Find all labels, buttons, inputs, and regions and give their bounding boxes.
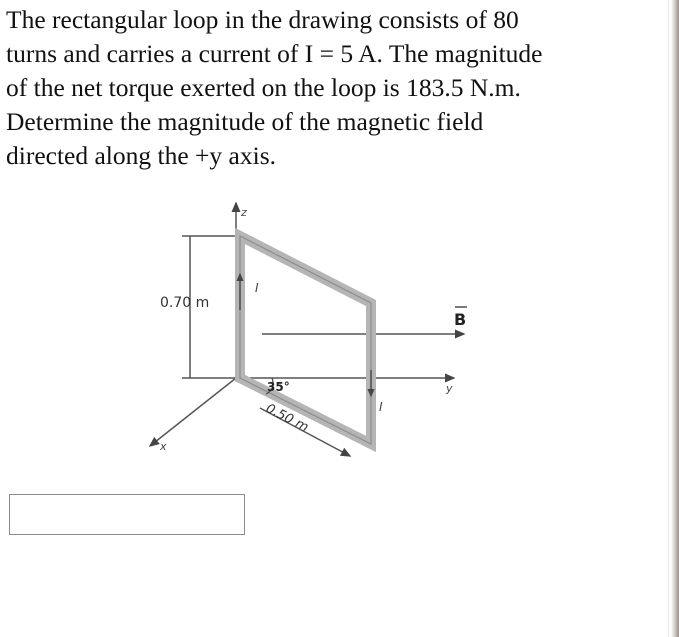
- current-label-left: I: [255, 281, 259, 295]
- width-label: 0.50 m: [263, 401, 311, 436]
- answer-input[interactable]: [9, 494, 245, 535]
- panel-edge: [671, 0, 679, 637]
- angle-label: 35°: [267, 380, 290, 394]
- z-axis-label: z: [241, 206, 247, 219]
- x-axis-label: x: [160, 440, 167, 453]
- current-label-right: I: [379, 400, 383, 414]
- panel-divider: [668, 0, 669, 637]
- problem-line-1: The rectangular loop in the drawing consists of 80: [6, 5, 519, 34]
- x-axis: [150, 378, 236, 446]
- magnetic-field-label: B: [454, 310, 467, 329]
- problem-line-3: of the net torque exerted on the loop is 183.5 N.m.: [6, 73, 521, 102]
- problem-line-4: Determine the magnitude of the magnetic field: [6, 107, 484, 136]
- rectangular-loop: [240, 236, 371, 444]
- problem-line-2: turns and carries a current of I = 5 A. The magnitude: [6, 39, 543, 68]
- problem-line-5: directed along the +y axis.: [6, 141, 277, 170]
- height-label: 0.70 m: [160, 295, 210, 311]
- y-axis-label: y: [446, 382, 453, 395]
